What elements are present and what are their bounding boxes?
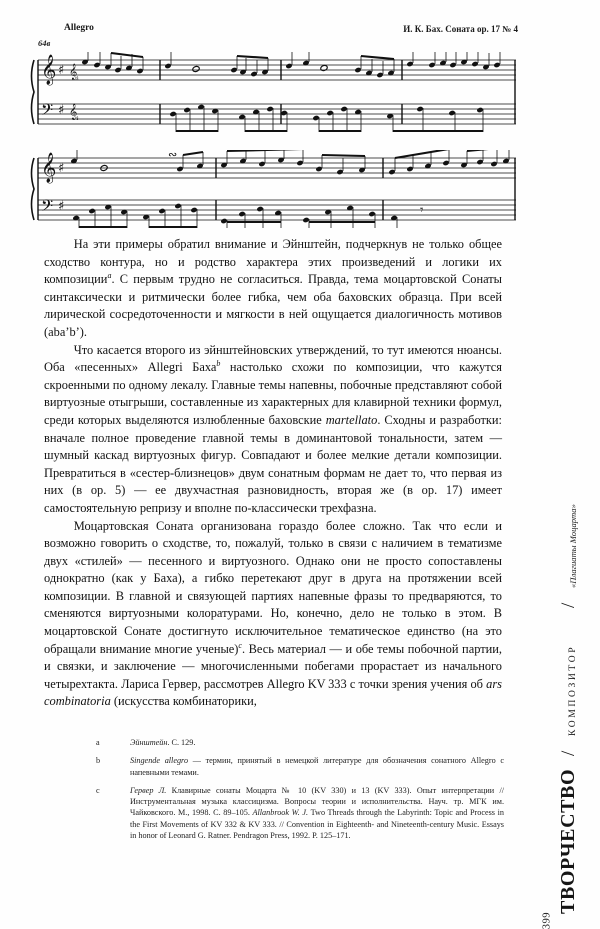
footnote-marker-b: b: [96, 756, 101, 766]
footnote-b: [96, 755, 504, 778]
svg-text:𝄞: 𝄞: [41, 153, 57, 183]
svg-text:𝄞: 𝄞: [41, 55, 57, 85]
work-attribution: И. К. Бах. Соната ор. 17 № 4: [403, 24, 518, 34]
svg-text:♯: ♯: [58, 103, 65, 118]
footnote-text-b: Singende allegro — термин, принятый в немецкой литературе для обозначения сонатного Allegro с напевными темами.: [130, 756, 504, 777]
footnote-text-c: Гервер Л. Клавирные сонаты Моцарта № 10 (KV 330) и 13 (KV 333). Опыт интерпретации // Инструментальная музыка классицизма. Вопросы теории и исполнительства. Науч. тр. МГК им. Чайковского. М., 1998. С. 89–105. Allanbrook W. J. Two Threads through the Labyrinth: Topic and Process in the First Movements of KV 332 & KV 333. // Convention in Eighteenth- and Nineteenth-century Music. Essays in honor of Leonard G. Ratner. Pendragon Press, 1992. P. 125–171.: [130, 785, 504, 841]
running-head-subsection: КОМПОЗИТОР: [567, 644, 578, 736]
running-head: [518, 0, 598, 928]
running-head-separator-2: /: [558, 602, 579, 608]
example-number: 64в: [38, 38, 51, 48]
footnote-a: [96, 737, 504, 748]
music-system-2: [28, 150, 518, 228]
svg-text:𝄢: 𝄢: [41, 197, 54, 219]
svg-text:𝄠: 𝄠: [69, 104, 79, 120]
footnote-ref-a[interactable]: a: [107, 271, 112, 281]
svg-text:♯: ♯: [58, 63, 65, 78]
svg-text:𝄢: 𝄢: [41, 101, 54, 123]
footnote-ref-b[interactable]: b: [216, 359, 221, 369]
paragraph-3: Моцартовская Соната организована гораздо более сложно. Так что если и возможно говорить о сходстве, то, пожалуй, только в связи с наличием в тематизме двух «стилей» — песенного и виртуозного. Однако они не просто сопоставлены однократно (как у Баха), а гибко перетекают друг в друга на протяжении всей композиции. В главной и связующей партиях напевные фразы то предваряются, то сменяются виртуозными колоратурами. Но, конечно, дело не только в этом. В моцартовской Сонате достигнуто исключительное тематическое единство (на это обращали внимание многие ученые)$^c$. Весь материал — и обе темы побочной партии, и связки, и заключение — многочисленными побегами прорастает из начального четырехтакта. Лариса Гервер, рассмотрев Allegro KV 333 с точки зрения учения об ars combinatoria (искусства комбинаторики,: [44, 518, 502, 709]
svg-text:𝄾: 𝄾: [420, 203, 424, 218]
music-system-1: [28, 52, 518, 132]
body-text: [44, 236, 502, 711]
paragraph-2: Что касается второго из эйнштейновских утверждений, то тут имеются нюансы. Оба «песенных» Allegri Баха$^b$ настолько схожи по композиции, что кажутся скроенными по одному лекалу. Главные темы напевны, побочные представляют собой виртуозные отыгрыши, составленные из характерных для клавирной техники формул, среди которых выделяются излюбленные баховские martellato. Сходны и разработки: вначале полное проведение главной темы в доминантовой тональности, затем — шумный каскад виртуозных фигур. Совпадают и более мелкие детали композиции. Превратиться в «сестер-близнецов» двум сонатным формам не дает то, что первая из них (в ор. 5) — ее двухчастная разновидность, вторая же (в ор. 17) имеет самостоятельную репризу и вполне по-классически трехфазна.: [44, 342, 502, 515]
page-number: 399: [541, 912, 552, 929]
footnote-marker-c: c: [96, 785, 100, 795]
svg-text:♯: ♯: [58, 199, 65, 214]
svg-text:∾: ∾: [168, 150, 178, 161]
footnote-text-a: Эйнштейн. С. 129.: [130, 738, 196, 747]
staff-system-2-graphic: [28, 150, 518, 228]
footnotes-block: [96, 737, 504, 848]
running-head-section: ТВОРЧЕСТВО: [557, 768, 579, 914]
svg-text:𝄠: 𝄠: [69, 64, 79, 80]
paragraph-1: На эти примеры обратил внимание и Эйнштейн, подчеркнув не только общее сходство контура, но и родство характера этих произведений и логики их композиции$^a$. С первым трудно не согласиться. Правда, тема моцартовской Сонаты синтаксически и ритмически более гибка, чем оба баховских образца. При всей лирической сосредоточенности и мягкости в ней ощущается диалогичность мотивов (aba’b’).: [44, 237, 502, 339]
tempo-marking: Allegro: [64, 23, 94, 33]
music-example: [28, 22, 518, 227]
running-head-article-title: «Плагиаты Моцарта»: [568, 504, 578, 588]
footnote-ref-c[interactable]: c: [238, 640, 242, 650]
svg-text:♯: ♯: [58, 161, 65, 176]
footnote-c: [96, 785, 504, 841]
music-example-header: [28, 22, 518, 48]
running-head-separator-1: /: [558, 750, 579, 756]
staff-system-1-graphic: [28, 52, 518, 132]
footnote-marker-a: a: [96, 738, 100, 747]
